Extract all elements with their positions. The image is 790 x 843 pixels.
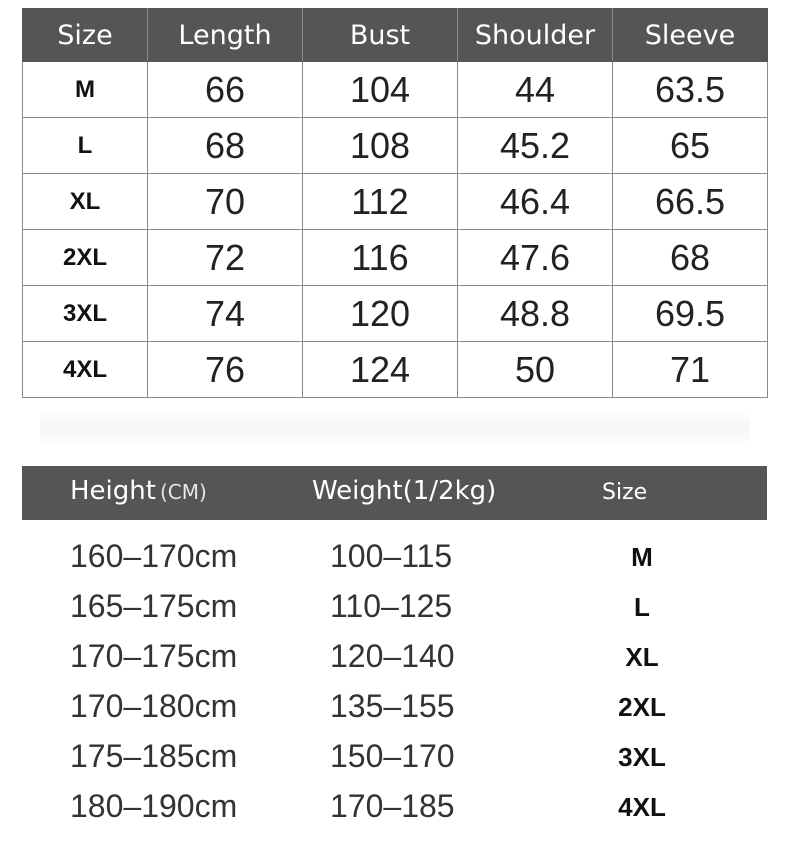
header-shoulder: Shoulder (458, 9, 613, 62)
bust-cell: 112 (303, 174, 458, 230)
sleeve-cell: 63.5 (613, 62, 768, 118)
faded-text-smudge (40, 410, 750, 446)
length-cell: 68 (148, 118, 303, 174)
weight-range: 150–170 (330, 738, 455, 774)
table-row (23, 342, 768, 398)
recommended-size: 4XL (618, 792, 666, 822)
recommended-size: M (631, 542, 653, 572)
length-cell: 72 (148, 230, 303, 286)
size-cell: XL (23, 174, 148, 230)
header-weight: Weight(1/2kg) (312, 476, 497, 506)
height-range: 170–175cm (70, 638, 238, 674)
shoulder-cell: 46.4 (458, 174, 613, 230)
sleeve-cell: 71 (613, 342, 768, 398)
size-cell: M (23, 62, 148, 118)
length-cell: 70 (148, 174, 303, 230)
size-guide-header (22, 466, 767, 520)
header-bust: Bust (303, 9, 458, 62)
weight-range: 110–125 (330, 588, 453, 624)
shoulder-cell: 45.2 (458, 118, 613, 174)
header-size: Size (23, 9, 148, 62)
bust-cell: 120 (303, 286, 458, 342)
sleeve-cell: 66.5 (613, 174, 768, 230)
height-range: 160–170cm (70, 538, 238, 574)
length-cell: 76 (148, 342, 303, 398)
list-item (22, 680, 767, 730)
size-cell: 2XL (23, 230, 148, 286)
header-size-guide: Size (602, 480, 648, 505)
weight-range: 170–185 (330, 788, 455, 824)
measurement-header-row (23, 9, 768, 62)
header-height: Height (CM) (70, 476, 207, 506)
weight-range: 120–140 (330, 638, 455, 674)
shoulder-cell: 44 (458, 62, 613, 118)
list-item (22, 530, 767, 580)
measurement-table (22, 8, 768, 398)
height-range: 180–190cm (70, 788, 238, 824)
recommended-size: 2XL (618, 692, 666, 722)
length-cell: 74 (148, 286, 303, 342)
table-row (23, 286, 768, 342)
recommended-size: L (634, 592, 650, 622)
table-row (23, 230, 768, 286)
list-item (22, 580, 767, 630)
sleeve-cell: 68 (613, 230, 768, 286)
list-item (22, 630, 767, 680)
bust-cell: 108 (303, 118, 458, 174)
height-range: 170–180cm (70, 688, 238, 724)
recommended-size: 3XL (618, 742, 666, 772)
header-sleeve: Sleeve (613, 9, 768, 62)
size-cell: L (23, 118, 148, 174)
size-cell: 4XL (23, 342, 148, 398)
header-length: Length (148, 9, 303, 62)
height-range: 175–185cm (70, 738, 238, 774)
weight-range: 135–155 (330, 688, 455, 724)
table-row (23, 174, 768, 230)
table-row (23, 118, 768, 174)
list-item (22, 780, 767, 830)
height-range: 165–175cm (70, 588, 238, 624)
size-cell: 3XL (23, 286, 148, 342)
header-height-unit: (CM) (159, 480, 207, 504)
shoulder-cell: 47.6 (458, 230, 613, 286)
list-item (22, 730, 767, 780)
shoulder-cell: 48.8 (458, 286, 613, 342)
weight-range: 100–115 (330, 538, 453, 574)
bust-cell: 124 (303, 342, 458, 398)
table-row (23, 62, 768, 118)
shoulder-cell: 50 (458, 342, 613, 398)
length-cell: 66 (148, 62, 303, 118)
bust-cell: 116 (303, 230, 458, 286)
recommended-size: XL (625, 642, 659, 672)
bust-cell: 104 (303, 62, 458, 118)
size-guide-rows (22, 530, 767, 830)
sleeve-cell: 65 (613, 118, 768, 174)
sleeve-cell: 69.5 (613, 286, 768, 342)
